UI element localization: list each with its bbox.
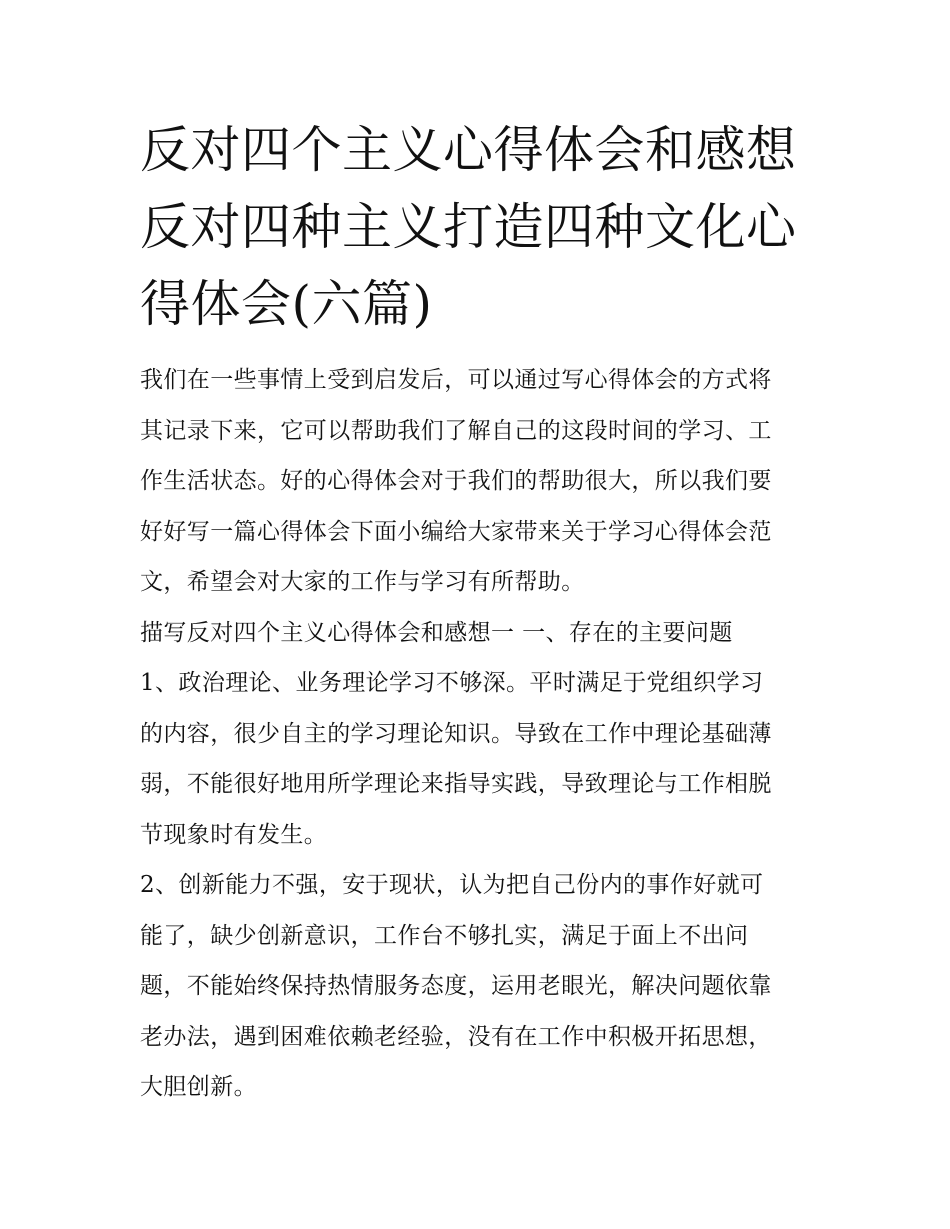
section-heading-paragraph [140,608,820,659]
title-line: 反对四个主义心得体会和感想 [140,121,797,179]
text-line: 好好写一篇心得体会下面小编给大家带来关于学习心得体会范 [140,518,772,545]
text-line: 能了，缺少创新意识，工作台不够扎实，满足于面上不出问 [140,922,749,949]
text-line: 的内容，很少自主的学习理论知识。导致在工作中理论基础薄 [140,720,772,747]
document-body [140,355,820,1113]
text-line: 2、创新能力不强，安于现状，认为把自己份内的事作好就可 [140,872,764,898]
text-line: 大胆创新。 [140,1074,257,1100]
text-line: 弱，不能很好地用所学理论来指导实践，导致理论与工作相脱 [140,771,772,797]
document-title [140,112,820,343]
problem-1-paragraph [140,658,820,860]
text-line: 文，希望会对大家的工作与学习有所帮助。 [140,569,585,595]
problem-2-paragraph [140,860,820,1113]
text-line: 1、政治理论、业务理论学习不够深。平时满足于党组织学习 [140,670,764,696]
text-line: 老办法，遇到困难依赖老经验，没有在工作中积极开拓思想， [140,1023,772,1050]
text-line: 节现象时有发生。 [140,821,328,848]
text-line: 作生活状态。好的心得体会对于我们的帮助很大，所以我们要 [140,468,772,494]
text-line: 描写反对四个主义心得体会和感想一 一、存在的主要问题 [140,619,733,646]
title-line: 反对四种主义打造四种文化心 [140,198,797,256]
title-line: 得体会(六篇) [140,275,433,333]
intro-paragraph [140,355,820,608]
text-line: 其记录下来，它可以帮助我们了解自己的这段时间的学习、工 [140,417,772,444]
text-line: 我们在一些事情上受到启发后，可以通过写心得体会的方式将 [140,367,772,393]
text-line: 题，不能始终保持热情服务态度，运用老眼光，解决问题依靠 [140,973,772,999]
